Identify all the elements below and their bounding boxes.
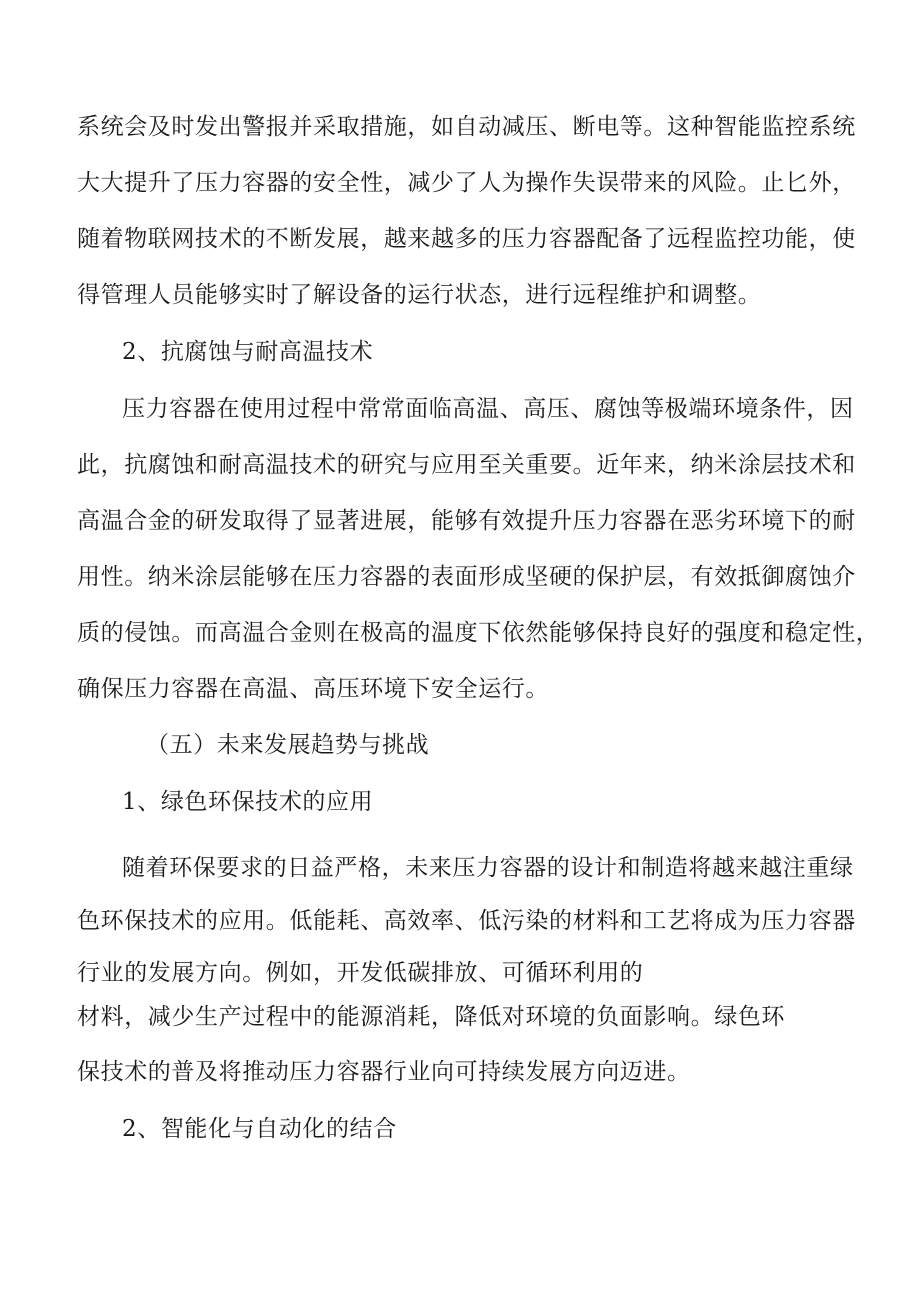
paragraph-3-line-1: 随着环保要求的日益严格，未来压力容器的设计和制造将越来越注重绿	[122, 855, 854, 881]
heading-intelligent-automation: 2、智能化与自动化的结合	[122, 1116, 397, 1142]
paragraph-2-line-3: 高温合金的研发取得了显著进展，能够有效提升压力容器在恶劣环境下的耐	[77, 508, 856, 534]
paragraph-2-line-4: 用性。纳米涂层能够在压力容器的表面形成坚硬的保护层，有效抵御腐蚀介	[77, 564, 856, 590]
paragraph-1-line-3: 随着物联网技术的不断发展，越来越多的压力容器配备了远程监控功能，使	[77, 226, 856, 252]
section-heading-future: （五）未来发展趋势与挑战	[146, 732, 430, 758]
paragraph-1-line-4: 得管理人员能够实时了解设备的运行状态，进行远程维护和调整。	[77, 282, 762, 308]
paragraph-2-line-5: 质的侵蚀。而高温合金则在极高的温度下依然能够保持良好的强度和稳定性，	[77, 620, 880, 646]
paragraph-3-line-2: 色环保技术的应用。低能耗、高效率、低污染的材料和工艺将成为压力容器	[77, 908, 856, 934]
heading-anticorrosion: 2、抗腐蚀与耐高温技术	[122, 339, 374, 365]
paragraph-2-line-2: 此，抗腐蚀和耐高温技术的研究与应用至关重要。近年来，纳米涂层技术和	[77, 452, 856, 478]
paragraph-3-line-4: 材料，减少生产过程中的能源消耗，降低对环境的负面影响。绿色环	[77, 1004, 785, 1030]
paragraph-2-line-6: 确保压力容器在高温、高压环境下安全运行。	[77, 676, 549, 702]
paragraph-3-line-3: 行业的发展方向。例如，开发低碳排放、可循环利用的	[77, 960, 644, 986]
paragraph-1-line-1: 系统会及时发出警报并采取措施，如自动减压、断电等。这种智能监控系统	[77, 114, 856, 140]
heading-green-tech: 1、绿色环保技术的应用	[122, 789, 374, 815]
paragraph-3-line-5: 保技术的普及将推动压力容器行业向可持续发展方向迈进。	[77, 1059, 691, 1085]
paragraph-1-line-2: 大大提升了压力容器的安全性，减少了人为操作失误带来的风险。止匕外，	[77, 170, 856, 196]
paragraph-2-line-1: 压力容器在使用过程中常常面临高温、高压、腐蚀等极端环境条件，因	[122, 396, 854, 422]
